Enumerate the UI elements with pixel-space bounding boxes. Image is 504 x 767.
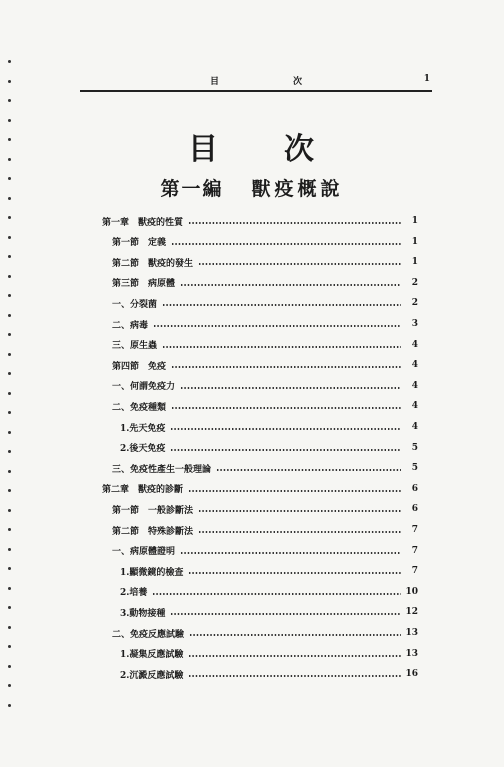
toc-entry-label: 3.動物接種 (120, 608, 166, 619)
edge-mark (8, 99, 11, 102)
page-title (0, 124, 504, 168)
toc-entry-label: 1.先天免疫 (120, 423, 166, 434)
toc-dot-leader (188, 490, 401, 492)
toc-entry[interactable] (112, 398, 418, 414)
edge-mark (8, 294, 11, 297)
edge-mark (8, 684, 11, 687)
toc-entry-page: 4 (411, 422, 418, 432)
toc-dot-leader (188, 572, 401, 574)
edge-mark (8, 509, 11, 512)
toc-dot-leader (180, 552, 401, 554)
edge-mark (8, 411, 11, 414)
toc-entry[interactable] (112, 460, 418, 476)
toc-entry-page: 7 (411, 545, 418, 556)
running-head-left: 目 (210, 77, 220, 87)
toc-entry[interactable] (120, 646, 418, 662)
toc-entry-label: 一、病原體證明 (112, 547, 176, 558)
edge-mark (8, 470, 11, 473)
toc-entry-label: 第一節 定義 (112, 238, 167, 249)
page-title-char-1: 目 (188, 132, 220, 167)
toc-entry-page: 5 (411, 463, 418, 474)
part-label: 第一編 (160, 178, 224, 200)
toc-entry[interactable] (112, 378, 418, 394)
toc-entry[interactable] (120, 563, 418, 579)
toc-dot-leader (188, 675, 401, 677)
toc-dot-leader (162, 304, 401, 306)
edge-mark (8, 645, 11, 648)
edge-mark (8, 567, 11, 570)
edge-mark (8, 216, 11, 219)
toc-entry[interactable] (120, 419, 418, 435)
toc-entry-page: 16 (405, 669, 418, 680)
toc-entry-page: 4 (411, 401, 418, 412)
edge-mark (8, 372, 11, 375)
toc-entry[interactable] (112, 543, 418, 559)
toc-dot-leader (153, 325, 401, 327)
running-head-right: 次 (293, 77, 303, 87)
edge-mark (8, 626, 11, 629)
toc-dot-leader (152, 593, 401, 595)
toc-entry-page: 1 (411, 236, 418, 247)
edge-mark (8, 314, 11, 317)
toc-entry-page: 4 (411, 380, 418, 391)
toc-entry-label: 一、何謂免疫力 (112, 382, 176, 393)
toc-dot-leader (171, 407, 401, 409)
toc-dot-leader (188, 655, 401, 657)
part-title: 獸疫概說 (251, 178, 344, 200)
edge-mark (8, 489, 11, 492)
edge-mark (8, 275, 11, 278)
toc-entry[interactable] (112, 275, 418, 291)
toc-dot-leader (170, 449, 401, 451)
toc-dot-leader (198, 510, 401, 512)
toc-entry-label: 二、病毒 (112, 320, 149, 331)
edge-mark (8, 255, 11, 258)
running-head-page-number: 1 (423, 74, 430, 84)
toc-entry-label: 1.凝集反應試驗 (120, 650, 184, 661)
toc-entry-label: 一、分裂菌 (112, 299, 158, 310)
toc-dot-leader (180, 284, 401, 286)
toc-entry[interactable] (120, 604, 418, 620)
toc-entry-label: 二、免疫反應試驗 (112, 629, 185, 640)
edge-mark (8, 119, 11, 122)
toc-dot-leader (198, 263, 401, 265)
toc-entry[interactable] (120, 584, 418, 600)
toc-entry-page: 6 (411, 504, 418, 515)
toc-entry[interactable] (112, 625, 418, 641)
edge-mark (8, 353, 11, 356)
toc-entry[interactable] (112, 295, 418, 311)
toc-entry-page: 13 (405, 648, 418, 659)
toc-entry-label: 第二章 獸疫的診斷 (102, 485, 184, 496)
toc-entry-label: 2.後天免疫 (120, 444, 166, 455)
toc-entry-page: 5 (411, 442, 418, 453)
toc-entry[interactable] (112, 254, 418, 270)
toc-entry-label: 2.沉澱反應試驗 (120, 670, 184, 681)
toc-entry-label: 2.培養 (120, 588, 148, 599)
toc-entry[interactable] (112, 501, 418, 517)
edge-mark (8, 704, 11, 707)
toc-entry-page: 1 (411, 257, 418, 268)
toc-entry-label: 第二節 特殊診斷法 (112, 526, 194, 537)
edge-mark (8, 665, 11, 668)
toc-entry-page: 7 (411, 525, 418, 535)
toc-dot-leader (216, 469, 401, 471)
toc-entry-label: 第四節 免疫 (112, 361, 167, 372)
toc-dot-leader (162, 346, 401, 348)
part-heading (0, 174, 504, 201)
toc-entry-label: 第三節 病原體 (112, 279, 176, 290)
edge-mark (8, 392, 11, 395)
toc-entry[interactable] (112, 316, 418, 332)
toc-entry[interactable] (112, 234, 418, 250)
toc-entry[interactable] (112, 522, 418, 538)
edge-mark (8, 587, 11, 590)
toc-dot-leader (171, 366, 401, 368)
toc-entry-label: 三、免疫性產生一般理論 (112, 464, 212, 475)
toc-entry-page: 1 (411, 216, 418, 226)
toc-dot-leader (171, 243, 401, 245)
edge-mark (8, 431, 11, 434)
toc-dot-leader (180, 387, 401, 389)
toc-entry-label: 第二節 獸疫的發生 (112, 258, 194, 269)
toc-entry[interactable] (112, 357, 418, 373)
running-head (80, 74, 432, 92)
toc-entry-page: 4 (411, 360, 418, 371)
toc-dot-leader (170, 613, 401, 615)
toc-entry[interactable] (102, 481, 418, 497)
toc-entry-page: 2 (411, 298, 418, 309)
toc-entry-page: 3 (411, 319, 418, 329)
toc-entry-page: 6 (411, 483, 418, 494)
edge-mark (8, 333, 11, 336)
toc-entry[interactable] (120, 440, 418, 456)
edge-mark (8, 548, 11, 551)
toc-entry-label: 第一節 一般診斷法 (112, 505, 194, 516)
toc-entry[interactable] (112, 337, 418, 353)
edge-mark (8, 236, 11, 239)
toc-entry[interactable] (120, 666, 418, 682)
toc-entry[interactable] (102, 213, 418, 229)
edge-mark (8, 60, 11, 63)
toc-dot-leader (198, 531, 401, 533)
edge-mark (8, 80, 11, 83)
toc-entry-label: 第一章 獸疫的性質 (102, 217, 184, 228)
toc-entry-page: 12 (405, 607, 418, 618)
toc-dot-leader (170, 428, 401, 430)
toc-entry-page: 10 (405, 586, 418, 597)
edge-mark (8, 450, 11, 453)
toc-entry-page: 7 (411, 566, 418, 577)
page-title-char-2: 次 (284, 132, 316, 167)
edge-mark (8, 606, 11, 609)
toc-entry-label: 二、免疫種類 (112, 402, 167, 413)
toc-dot-leader (189, 634, 401, 636)
toc-entry-label: 1.顯微鏡的檢查 (120, 567, 184, 578)
toc-entry-label: 三、原生蟲 (112, 341, 158, 352)
toc-entry-page: 13 (405, 628, 418, 638)
toc-dot-leader (188, 222, 401, 224)
toc-entry-page: 4 (411, 339, 418, 350)
toc-entry-page: 2 (411, 277, 418, 288)
edge-mark (8, 528, 11, 531)
